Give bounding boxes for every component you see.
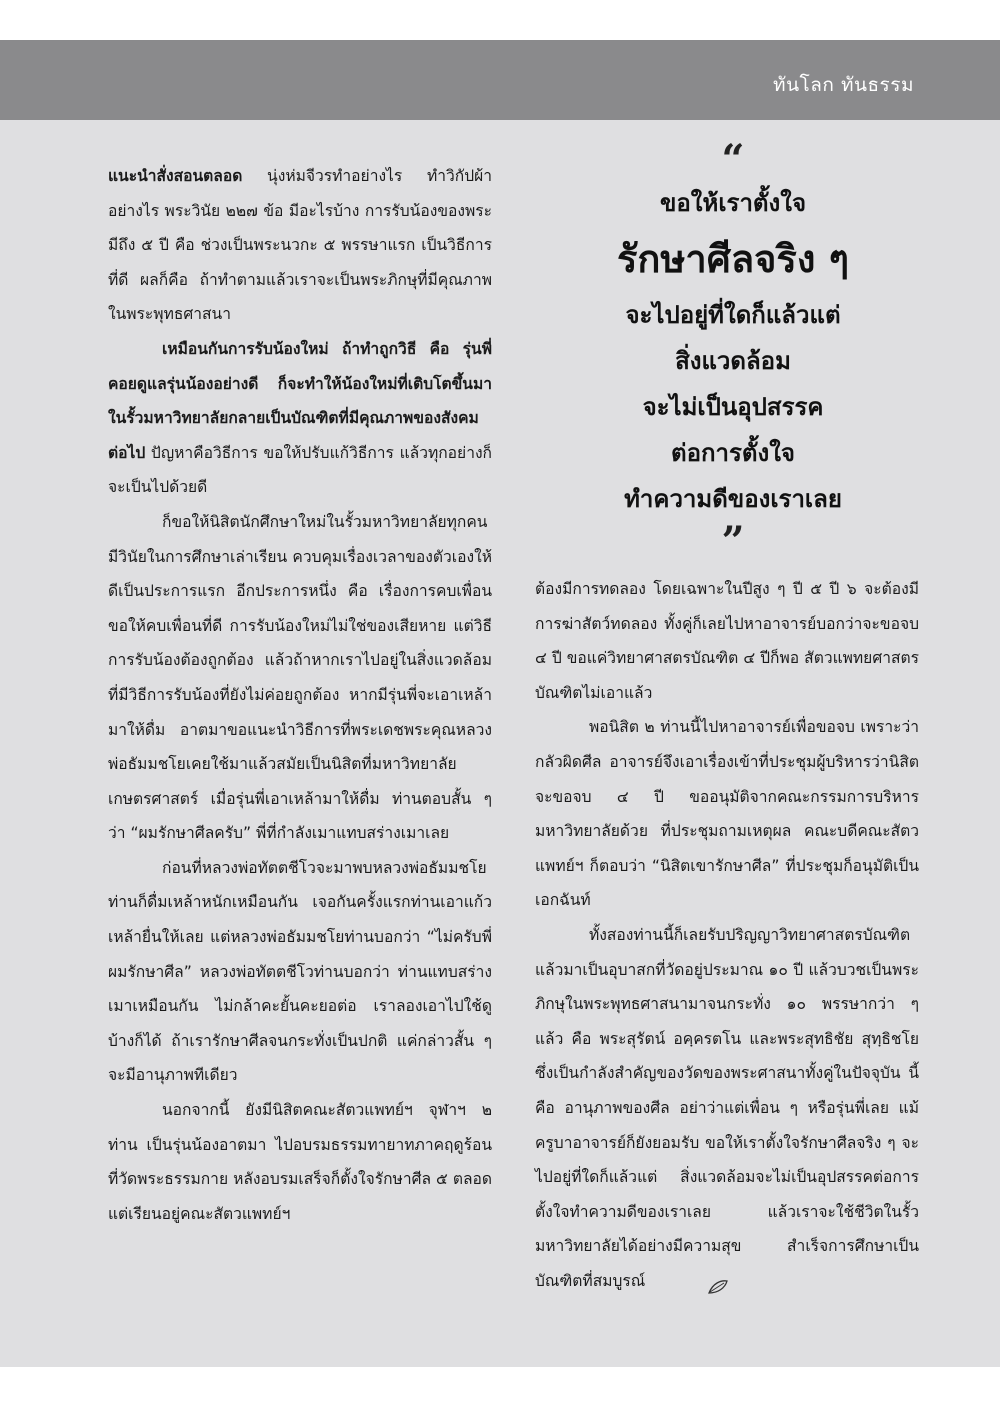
left-column <box>108 159 492 1231</box>
pull-quote-line-3: จะไปอยู่ที่ใดก็แล้วแต่ <box>625 301 841 329</box>
left-paragraph-5: นอกจากนี้ ยังมีนิสิตคณะสัตวแพทย์ฯ จุฬาฯ ๒ ท่าน เป็นรุ่นน้องอาตมา ไปอบรมธรรมทายาทภาคฤดูร้อนที่วัดพระธรรมกาย หลังอบรมเสร็จก็ตั้งใจรักษาศีล ๕ ตลอด แต่เรียนอยู่คณะสัตวแพทย์ฯ <box>108 1101 492 1223</box>
pull-quote-line-7: ทำความดีของเราเลย <box>624 485 842 513</box>
pull-quote-line-6: ต่อการตั้งใจ <box>671 439 795 467</box>
pull-quote-line-1: ขอให้เราตั้งใจ <box>659 189 806 217</box>
pull-quote-line-2: รักษาศีลจริง ๆ <box>616 237 850 281</box>
pull-quote <box>548 136 918 565</box>
header-title: ทันโลก ทันธรรม <box>773 74 914 96</box>
left-p2-bold: เหมือนกันการรับน้องใหม่ ถ้าทำถูกวิธี คือ รุ่นพี่คอยดูแลรุ่นน้องอย่างดี ก็จะทำให้น้องใหม่ที่เติบโตขึ้นมาในรั้วมหาวิทยาลัยกลายเป็นบัณฑิตที่มีคุณภาพของสังคมต่อไป <box>108 339 492 462</box>
left-paragraph-1 <box>108 159 492 332</box>
right-paragraph-3 <box>535 918 919 1299</box>
left-paragraph-3: ก็ขอให้นิสิตนักศึกษาใหม่ในรั้วมหาวิทยาลัยทุกคนมีวินัยในการศึกษาเล่าเรียน ควบคุมเรื่องเวลาของตัวเองให้ดีเป็นประการแรก อีกประการหนึ่ง คือ เรื่องการคบเพื่อน ขอให้คบเพื่อนที่ดี การรับน้องใหม่ไม่ใช่ของเสียหาย แต่วิธีการรับน้องต้องถูกต้อง แล้วถ้าหากเราไปอยู่ในสิ่งแวดล้อมที่มีวิธีการรับน้องที่ยังไม่ค่อยถูกต้อง หากมีรุ่นพี่จะเอาเหล้ามาให้ดื่ม อาตมาขอแนะนำวิธีการที่พระเดชพระคุณหลวงพ่อธัมมชโยเคยใช้มาแล้วสมัยเป็นนิสิตที่มหาวิทยาลัยเกษตรศาสตร์ เมื่อรุ่นพี่เอาเหล้ามาให้ดื่ม ท่านตอบสั้น ๆ ว่า “ผมรักษาศีลครับ” พี่ที่กำลังเมาแทบสร่างเมาเลย <box>108 512 492 843</box>
left-p1-text: นุ่งห่มจีวรทำอย่างไร ทำวิกัปผ้าอย่างไร พระวินัย ๒๒๗ ข้อ มีอะไรบ้าง การรับน้องของพระมีถึง ๕ ปี คือ ช่วงเป็นพระนวกะ ๕ พรรษาแรก เป็นวิธีการที่ดี ผลก็คือ ถ้าทำตามแล้วเราจะเป็นพระภิกษุที่มีคุณภาพในพระพุทธศาสนา <box>108 167 492 324</box>
left-paragraph-4: ก่อนที่หลวงพ่อทัตตชีโวจะมาพบหลวงพ่อธัมมชโยท่านก็ดื่มเหล้าหนักเหมือนกัน เจอกันครั้งแรกท่านเอาแก้วเหล้ายื่นให้เลย แต่หลวงพ่อธัมมชโยท่านบอกว่า “ไม่ครับพี่ ผมรักษาศีล” หลวงพ่อทัตตชีโวท่านบอกว่า ท่านแทบสร่างเมาเหมือนกัน ไม่กล้าคะยั้นคะยอต่อ เราลองเอาไปใช้ดูบ้างก็ได้ ถ้าเรารักษาศีลจนกระทั่งเป็นปกติ แค่กล่าวสั้น ๆ จะมีอานุภาพทีเดียว <box>108 858 492 1085</box>
pull-quote-line-5: จะไม่เป็นอุปสรรค <box>642 393 824 421</box>
right-paragraph-2: พอนิสิต ๒ ท่านนี้ไปหาอาจารย์เพื่อขอจบ เพราะว่ากลัวผิดศีล อาจารย์จึงเอาเรื่องเข้าที่ประชุมผู้บริหารว่านิสิตจะขอจบ ๔ ปี ขออนุมัติจากคณะกรรมการบริหารมหาวิทยาลัยด้วย ที่ประชุมถามเหตุผล คณะบดีคณะสัตวแพทย์ฯ ก็ตอบว่า “นิสิตเขารักษาศีล” ที่ประชุมก็อนุมัติเป็นเอกฉันท์ <box>535 718 919 910</box>
open-quote-mark: “ <box>721 136 745 183</box>
header-band <box>0 40 1000 120</box>
right-p3-text: ทั้งสองท่านนี้ก็เลยรับปริญญาวิทยาศาสตรบัณฑิต แล้วมาเป็นอุบาสกที่วัดอยู่ประมาณ ๑๐ ปี แล้วบวชเป็นพระภิกษุในพระพุทธศาสนามาจนกระทั่ง ๑๐ พรรษากว่า ๆ แล้ว คือ พระสุรัตน์ อคฺครตโน และพระสุทธิชัย สุทฺธิชโย ซึ่งเป็นกำลังสำคัญของวัดของพระศาสนาทั้งคู่ในปัจจุบัน นี้คือ อานุภาพของศีล อย่าว่าแต่เพื่อน ๆ หรือรุ่นพี่เลย แม้ครูบาอาจารย์ก็ยังยอมรับ ขอให้เราตั้งใจรักษาศีลจริง ๆ จะไปอยู่ที่ใดก็แล้วแต่ สิ่งแวดล้อมจะไม่เป็นอุปสรรคต่อการตั้งใจทำความดีของเราเลย แล้วเราจะใช้ชีวิตในรั้วมหาวิทยาลัยได้อย่างมีความสุข สำเร็จการศึกษาเป็นบัณฑิตที่สมบูรณ์ <box>535 925 919 1290</box>
pull-quote-line-4: สิ่งแวดล้อม <box>675 347 791 375</box>
right-column <box>535 572 919 1298</box>
leaf-end-icon <box>653 1273 675 1289</box>
left-paragraph-2 <box>108 332 492 505</box>
left-p1-bold: แนะนำสั่งสอนตลอด <box>108 167 243 185</box>
right-paragraph-1: ต้องมีการทดลอง โดยเฉพาะในปีสูง ๆ ปี ๕ ปี ๖ จะต้องมีการฆ่าสัตว์ทดลอง ทั้งคู่ก็เลยไปหาอาจารย์บอกว่าจะขอจบ ๔ ปี ขอแค่วิทยาศาสตรบัณฑิต ๔ ปีก็พอ สัตวแพทยศาสตรบัณฑิตไม่เอาแล้ว <box>535 580 919 702</box>
magazine-page <box>0 40 1000 1367</box>
close-quote-mark: ” <box>721 518 745 565</box>
left-p2-text: ปัญหาคือวิธีการ ขอให้ปรับแก้วิธีการ แล้วทุกอย่างก็จะเป็นไปด้วยดี <box>108 443 492 497</box>
